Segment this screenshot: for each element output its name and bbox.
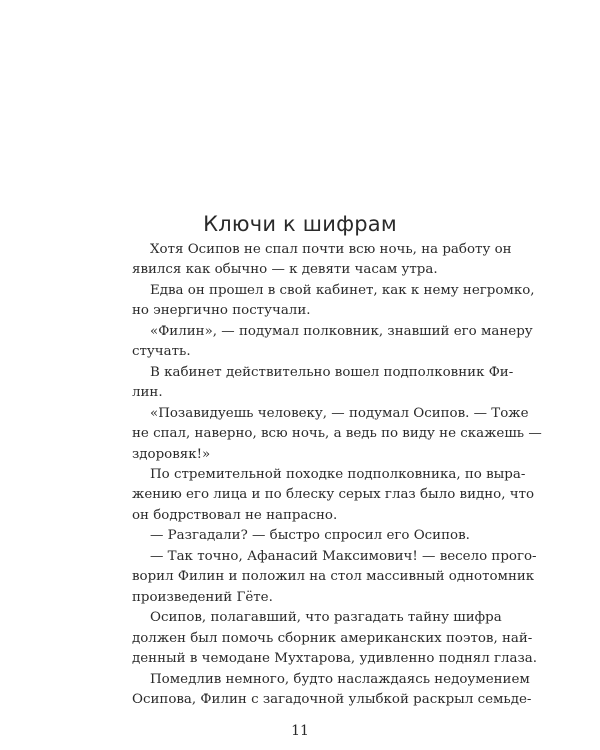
text-line: но энергично постучали. [132,303,311,319]
text-line: Осипова, Филин с загадочной улыбкой раскрыл семьде- [132,691,532,707]
text-line: должен был помочь сборник американских поэтов, най- [132,630,533,646]
text-line: здоровяк!» [132,446,211,462]
text-line: денный в чемодане Мухтарова, удивленно поднял глаза. [132,651,538,667]
text-line: Помедлив немного, будто наслаждаясь недоумением [150,671,530,687]
page-number: 11 [291,723,309,739]
text-line: лин. [132,385,163,401]
text-line: Едва он прошел в свой кабинет, как к нему негромко, [150,282,535,298]
text-line: Осипов, полагавший, что разгадать тайну шифра [150,610,502,626]
text-line: Хотя Осипов не спал почти всю ночь, на работу он [150,242,512,257]
text-line: — Разгадали? — быстро спросил его Осипов. [150,528,470,544]
text-line: жению его лица и по блеску серых глаз было видно, что [132,487,535,503]
text-line: «Позавидуешь человеку, — подумал Осипов. — Тоже [150,405,529,421]
text-line: — Так точно, Афанасий Максимович! — весело прого- [150,548,537,564]
text-line: произведений Гёте. [132,589,273,605]
body-text [132,240,542,710]
text-line: не спал, наверно, всю ночь, а ведь по виду не скажешь — [132,426,542,442]
text-line: стучать. [132,344,191,360]
text-line: По стремительной походке подполковника, по выра- [150,466,526,482]
text-line: ворил Филин и положил на стол массивный однотомник [132,569,535,585]
text-line: В кабинет действительно вошел подполковник Фи- [150,364,514,380]
text-line: он бодрствовал не напрасно. [132,507,338,523]
text-line: «Филин», — подумал полковник, знавший его манеру [150,323,533,339]
text-line: явился как обычно — к девяти часам утра. [132,262,438,278]
chapter-title: Ключи к шифрам [203,212,397,237]
